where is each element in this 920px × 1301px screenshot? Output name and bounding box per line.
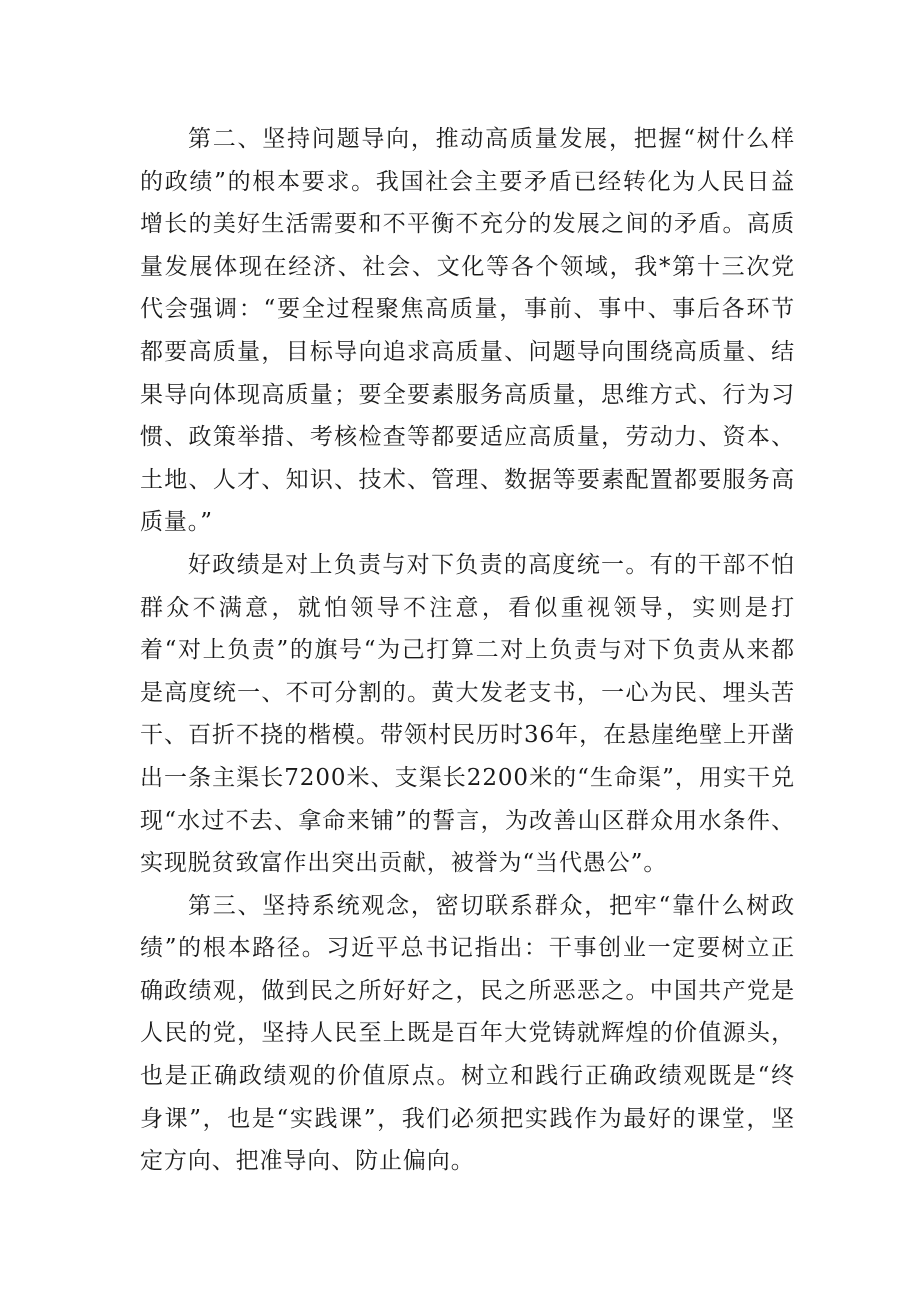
paragraph-second-point: 第二、坚持问题导向，推动高质量发展，把握“树什么样的政绩”的根本要求。我国社会主要矛盾已经转化为人民日益增长的美好生活需要和不平衡不充分的发展之间的矛盾。高质量发展体现在经济、社会、文化等各个领域，我*第十三次党代会强调：“要全过程聚焦高质量，事前、事中、事后各环节都要高质量，目标导向追求高质量、问题导向围绕高质量、结果导向体现高质量；要全要素服务高质量，思维方式、行为习惯、政策举措、考核检查等都要适应高质量，劳动力、资本、土地、人才、知识、技术、管理、数据等要素配置都要服务高质量。” bbox=[140, 126, 795, 536]
paragraph-good-performance: 好政绩是对上负责与对下负责的高度统一。有的干部不怕群众不满意，就怕领导不注意，看似重视领导，实则是打着“对上负责”的旗号“为己打算二对上负责与对下负责从来都是高度统一、不可分割的。黄大发老支书，一心为民、埋头苦干、百折不挠的楷模。带领村民历时36年，在悬崖绝壁上开凿出一条主渠长7200米、支渠长2200米的“生命渠”，用实干兑现“水过不去、拿命来铺”的誓言，为改善山区群众用水条件、实现脱贫致富作出突出贡献，被誉为“当代愚公”。 bbox=[140, 551, 795, 877]
document-body bbox=[140, 118, 795, 1183]
paragraph-third-point: 第三、坚持系统观念，密切联系群众，把牢“靠什么树政绩”的根本路径。习近平总书记指出：干事创业一定要树立正确政绩观，做到民之所好好之，民之所恶恶之。中国共产党是人民的党，坚持人民至上既是百年大党铸就辉煌的价值源头，也是正确政绩观的价值原点。树立和践行正确政绩观既是“终身课”，也是“实践课”，我们必须把实践作为最好的课堂，坚定方向、把准导向、防止偏向。 bbox=[140, 892, 795, 1175]
